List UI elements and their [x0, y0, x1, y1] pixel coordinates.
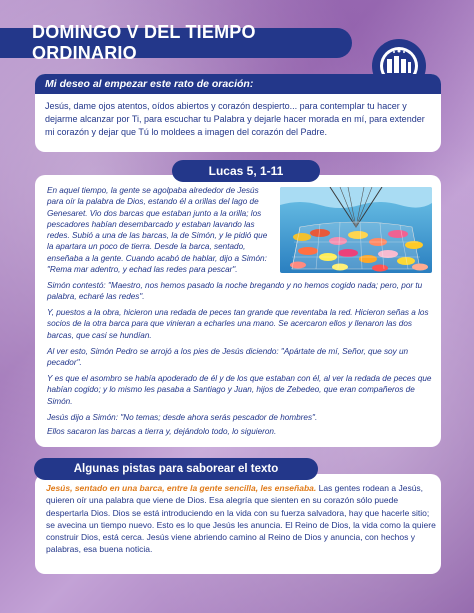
reflection-highlight: Jesús, sentado en una barca, entre la gente sencilla, les enseñaba.: [46, 483, 317, 493]
title-banner: [0, 22, 352, 63]
reflection-box: [35, 474, 441, 574]
reflection-heading: Algunas pistas para saborear el texto: [34, 458, 318, 480]
gospel-paragraph-3: Y, puestos a la obra, hicieron una redada de peces tan grande que reventaba la red. Hicieron señas a los socios de la otra barca para que vinieran a echarles una mano. Se acercaron ellos y llenaron las dos barcas, que casi se hundían.: [47, 308, 429, 340]
reflection-body: Las gentes rodean a Jesús, quieren oír una palabra que viene de Dios. Esa alegría que sienten en su corazón sólo puede despertarla Dios. Dios se está introduciendo en la vida con su fuerza salvadora, hay que hacerle sitio; se avecina un tiempo nuevo. Esto es lo que Jesús les anuncia. El Reino de Dios, la vida como la quiere construir Dios, está cerca. Jesús viene abriendo camino al Reino de Dios y anuncia, con hechos y palabras, esa buena noticia.: [46, 483, 436, 555]
gospel-box: [35, 175, 441, 447]
gospel-paragraph-1: En aquel tiempo, la gente se agolpaba alrededor de Jesús para oír la palabra de Dios, estando él a orillas del lago de Genesaret. Vio dos barcas que estaban junto a la orilla; los pescadores habían desembarcado y estaban lavando las redes. Subió a una de las barcas, la de Simón, y le pidió que la apartara un poco de tierra. Desde la barca, sentado, enseñaba a la gente. Cuando acabó de hablar, dijo a Simón: "Rema mar adentro, y echad las redes para pescar".: [47, 186, 268, 275]
intro-box: [35, 74, 441, 152]
gospel-paragraph-4: Al ver esto, Simón Pedro se arrojó a los pies de Jesús diciendo: "Apártate de mí, Señor, que soy un pecador".: [47, 347, 409, 368]
page-title: DOMINGO V DEL TIEMPO ORDINARIO: [32, 22, 256, 63]
intro-heading: Mi deseo al empezar este rato de oración:: [35, 74, 441, 94]
gospel-reference-label: Lucas 5, 1-11: [172, 160, 320, 182]
intro-text: Jesús, dame ojos atentos, oídos abiertos y corazón despierto... para contemplar tu hacer y dejarme alcanzar por Ti, para escuchar tu Palabra y dejarle hacer morada en mí, para extender mi corazón y dejar que Tú lo moldees a imagen del corazón del Padre.: [45, 101, 425, 137]
reflection-text: [46, 482, 436, 556]
fishing-net-illustration: [280, 187, 432, 273]
gospel-paragraph-5: Y es que el asombro se había apoderado de él y de los que estaban con él, al ver la redada de peces que habían cogido; y lo mismo les pasaba a Santiago y Juan, hijos de Zebedeo, que eran compañeros de Simón.: [47, 374, 432, 406]
gospel-paragraph-2: Simón contestó: "Maestro, nos hemos pasado la noche bregando y no hemos cogido nada; pero, por tu palabra, echaré las redes".: [47, 281, 423, 302]
gospel-paragraph-7: Ellos sacaron las barcas a tierra y, dejándolo todo, lo siguieron.: [47, 427, 277, 436]
gospel-paragraph-6: Jesús dijo a Simón: "No temas; desde ahora serás pescador de hombres".: [47, 413, 318, 422]
